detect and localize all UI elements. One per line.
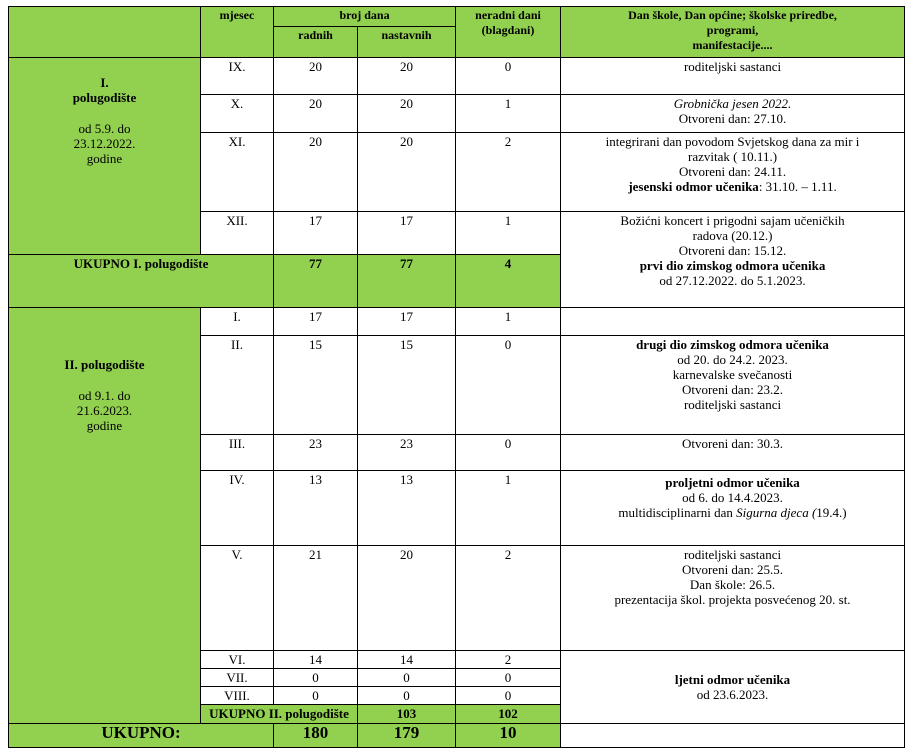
- month-i: I.: [201, 308, 274, 336]
- activity-xi-line2: razvitak ( 10.11.): [687, 149, 778, 165]
- term2-total-nastavnih: 102: [456, 705, 561, 723]
- term1-spacer-2: [12, 105, 197, 121]
- neradni-iv: 1: [456, 470, 561, 545]
- term2-spacer-4: [12, 372, 197, 388]
- activity-ii-line3: karnevalske svečanosti: [672, 367, 793, 383]
- term2-label-cell: [9, 308, 201, 723]
- nastavnih-x: 20: [358, 94, 456, 132]
- neradni-xi: 2: [456, 133, 561, 212]
- activity-ii-line2: od 20. do 24.2. 2023.: [677, 352, 788, 368]
- activity-v: [561, 545, 905, 650]
- neradni-ix: 0: [456, 57, 561, 94]
- header-neradni: [456, 7, 561, 58]
- nastavnih-vi: 14: [358, 650, 456, 668]
- neradni-iii: 0: [456, 434, 561, 470]
- activity-summer-date: od 23.6.2023.: [696, 686, 769, 702]
- header-nastavnih-text: nastavnih: [381, 28, 432, 43]
- activity-xi-autumn-dates: : 31.10. – 1.11.: [758, 179, 837, 195]
- activity-ix: [561, 57, 905, 94]
- activity-iv: [561, 470, 905, 545]
- activity-v-line4: prezentacija škol. projekta posvećenog 20. st.: [614, 591, 851, 607]
- term1-total-label: UKUPNO I. polugodište: [9, 254, 274, 308]
- activity-xi: [561, 133, 905, 212]
- month-x: X.: [201, 94, 274, 132]
- month-xi: XI.: [201, 133, 274, 212]
- nastavnih-ii: 15: [358, 336, 456, 434]
- activity-xi-autumn-break: jesenski odmor učenika: [628, 179, 759, 195]
- neradni-i: 1: [456, 308, 561, 336]
- activity-i: [561, 308, 905, 336]
- activity-iv-line2: od 6. do 14.4.2023.: [682, 489, 783, 505]
- term2-total-label: UKUPNO II. polugodište: [201, 705, 358, 723]
- header-mjesec-text: mjesec: [219, 8, 255, 22]
- nastavnih-i: 17: [358, 308, 456, 336]
- nastavnih-v: 20: [358, 545, 456, 650]
- radnih-i: 17: [274, 308, 358, 336]
- month-ii: II.: [201, 336, 274, 434]
- grand-total-label: UKUPNO:: [9, 723, 274, 747]
- activity-xi-line3: Otvoreni dan: 24.11.: [678, 164, 787, 180]
- term1-range-line3: godine: [86, 150, 123, 166]
- grand-total-row: [9, 723, 905, 747]
- activity-xi-line4: [564, 179, 901, 194]
- term2-name: II. polugodište: [64, 357, 145, 373]
- month-iv: IV.: [201, 470, 274, 545]
- term2-range-line2: 21.6.2023.: [76, 403, 133, 419]
- activity-xii-line3: Otvoreni dan: 15.12.: [678, 243, 787, 259]
- header-mjesec: [201, 7, 274, 58]
- month-xii: XII.: [201, 212, 274, 254]
- activity-ii-winter-break-2: drugi dio zimskog odmora učenika: [636, 337, 829, 353]
- term1-range-line1: od 5.9. do: [78, 120, 131, 136]
- activity-x-line2: Otvoreni dan: 27.10.: [678, 110, 787, 126]
- neradni-v: 2: [456, 545, 561, 650]
- radnih-ix: 20: [274, 57, 358, 94]
- header-nastavnih: [358, 27, 456, 57]
- term1-name-line2: polugodište: [72, 89, 137, 105]
- radnih-xii: 17: [274, 212, 358, 254]
- activity-x: [561, 94, 905, 132]
- activity-v-line2: Otvoreni dan: 25.5.: [681, 561, 784, 577]
- nastavnih-vii: 0: [358, 669, 456, 687]
- radnih-vi: 14: [274, 650, 358, 668]
- radnih-x: 20: [274, 94, 358, 132]
- month-row-i: [9, 308, 905, 336]
- nastavnih-iii: 23: [358, 434, 456, 470]
- header-neradni-line2: (blagdani): [481, 23, 535, 37]
- term2-range-line3: godine: [86, 418, 123, 434]
- month-iii: III.: [201, 434, 274, 470]
- radnih-vii: 0: [274, 669, 358, 687]
- term1-name-line1: I.: [100, 74, 109, 90]
- activity-ii-line4: Otvoreni dan: 23.2.: [681, 382, 784, 398]
- activity-v-line3: Dan škole: 26.5.: [689, 576, 776, 592]
- header-radnih-text: radnih: [298, 28, 333, 43]
- grand-total-activity-empty: [561, 723, 905, 747]
- activity-xii: [561, 212, 905, 308]
- grand-total-neradni: 10: [456, 723, 561, 747]
- term1-total-neradni: 4: [456, 254, 561, 308]
- term1-total-nastavnih: 77: [358, 254, 456, 308]
- activity-xii-line2: radova (20.12.): [692, 228, 773, 244]
- neradni-viii: 0: [456, 687, 561, 705]
- term2-spacer-3: [12, 341, 197, 357]
- activity-xi-line1: integrirani dan povodom Svjetskog dana za mir i: [605, 134, 860, 150]
- month-vii: VII.: [201, 669, 274, 687]
- header-neradni-line1: neradni dani: [475, 8, 541, 22]
- term2-range-line1: od 9.1. do: [78, 388, 131, 404]
- grand-total-radnih: 180: [274, 723, 358, 747]
- activity-v-line1: roditeljski sastanci: [683, 546, 782, 562]
- neradni-vi: 2: [456, 650, 561, 668]
- nastavnih-viii: 0: [358, 687, 456, 705]
- month-v: V.: [201, 545, 274, 650]
- header-broj-dana-text: broj dana: [339, 8, 390, 22]
- activity-iv-line3-pre: multidisciplinarni dan: [618, 504, 737, 520]
- activity-iv-line3: [564, 505, 901, 520]
- term1-label-cell: [9, 57, 201, 254]
- activity-iii-text: Otvoreni dan: 30.3.: [681, 435, 784, 451]
- activity-xii-winter-break-1: prvi dio zimskog odmora učenika: [639, 258, 826, 274]
- radnih-viii: 0: [274, 687, 358, 705]
- radnih-ii: 15: [274, 336, 358, 434]
- school-calendar-table: [8, 6, 905, 748]
- neradni-vii: 0: [456, 669, 561, 687]
- month-viii: VIII.: [201, 687, 274, 705]
- radnih-iv: 13: [274, 470, 358, 545]
- term2-total-radnih: 103: [358, 705, 456, 723]
- term1-total-radnih: 77: [274, 254, 358, 308]
- month-ix: IX.: [201, 57, 274, 94]
- radnih-xi: 20: [274, 133, 358, 212]
- header-activities-line1: Dan škole, Dan općine; školske priredbe,: [628, 8, 837, 22]
- activity-iv-spring-break: proljetni odmor učenika: [665, 474, 800, 490]
- nastavnih-xi: 20: [358, 133, 456, 212]
- neradni-ii: 0: [456, 336, 561, 434]
- term1-range-line2: 23.12.2022.: [73, 135, 136, 151]
- month-vi: VI.: [201, 650, 274, 668]
- radnih-v: 21: [274, 545, 358, 650]
- header-broj-dana: [274, 7, 456, 27]
- nastavnih-ix: 20: [358, 57, 456, 94]
- activity-x-line1: Grobnička jesen 2022.: [673, 95, 792, 111]
- neradni-xii: 1: [456, 212, 561, 254]
- activity-xii-line1: Božićni koncert i prigodni sajam učeničkih: [620, 213, 845, 229]
- activity-ix-text: roditeljski sastanci: [683, 58, 782, 74]
- header-activities-line3: manifestacije....: [692, 38, 773, 52]
- header-activities: [561, 7, 905, 58]
- header-radnih: [274, 27, 358, 57]
- nastavnih-iv: 13: [358, 470, 456, 545]
- activity-ii: [561, 336, 905, 434]
- month-row-ix: [9, 57, 905, 94]
- activity-ii-line5: roditeljski sastanci: [683, 397, 782, 413]
- header-activities-line2: programi,: [706, 23, 759, 37]
- radnih-iii: 23: [274, 434, 358, 470]
- header-row-1: [9, 7, 905, 27]
- header-empty-cell: [9, 7, 201, 58]
- term2-spacer-2: [12, 325, 197, 341]
- term1-spacer: [12, 59, 197, 75]
- term2-spacer: [12, 309, 197, 325]
- activity-iv-line3-italic: Sigurna djeca (: [736, 504, 817, 520]
- grand-total-nastavnih: 179: [358, 723, 456, 747]
- nastavnih-xii: 17: [358, 212, 456, 254]
- activity-summer-break: ljetni odmor učenika: [674, 671, 791, 687]
- activity-iv-line3-post: 19.4.): [816, 504, 847, 520]
- activity-summer: [561, 650, 905, 723]
- activity-iii: [561, 434, 905, 470]
- neradni-x: 1: [456, 94, 561, 132]
- activity-xii-line5: od 27.12.2022. do 5.1.2023.: [659, 273, 806, 289]
